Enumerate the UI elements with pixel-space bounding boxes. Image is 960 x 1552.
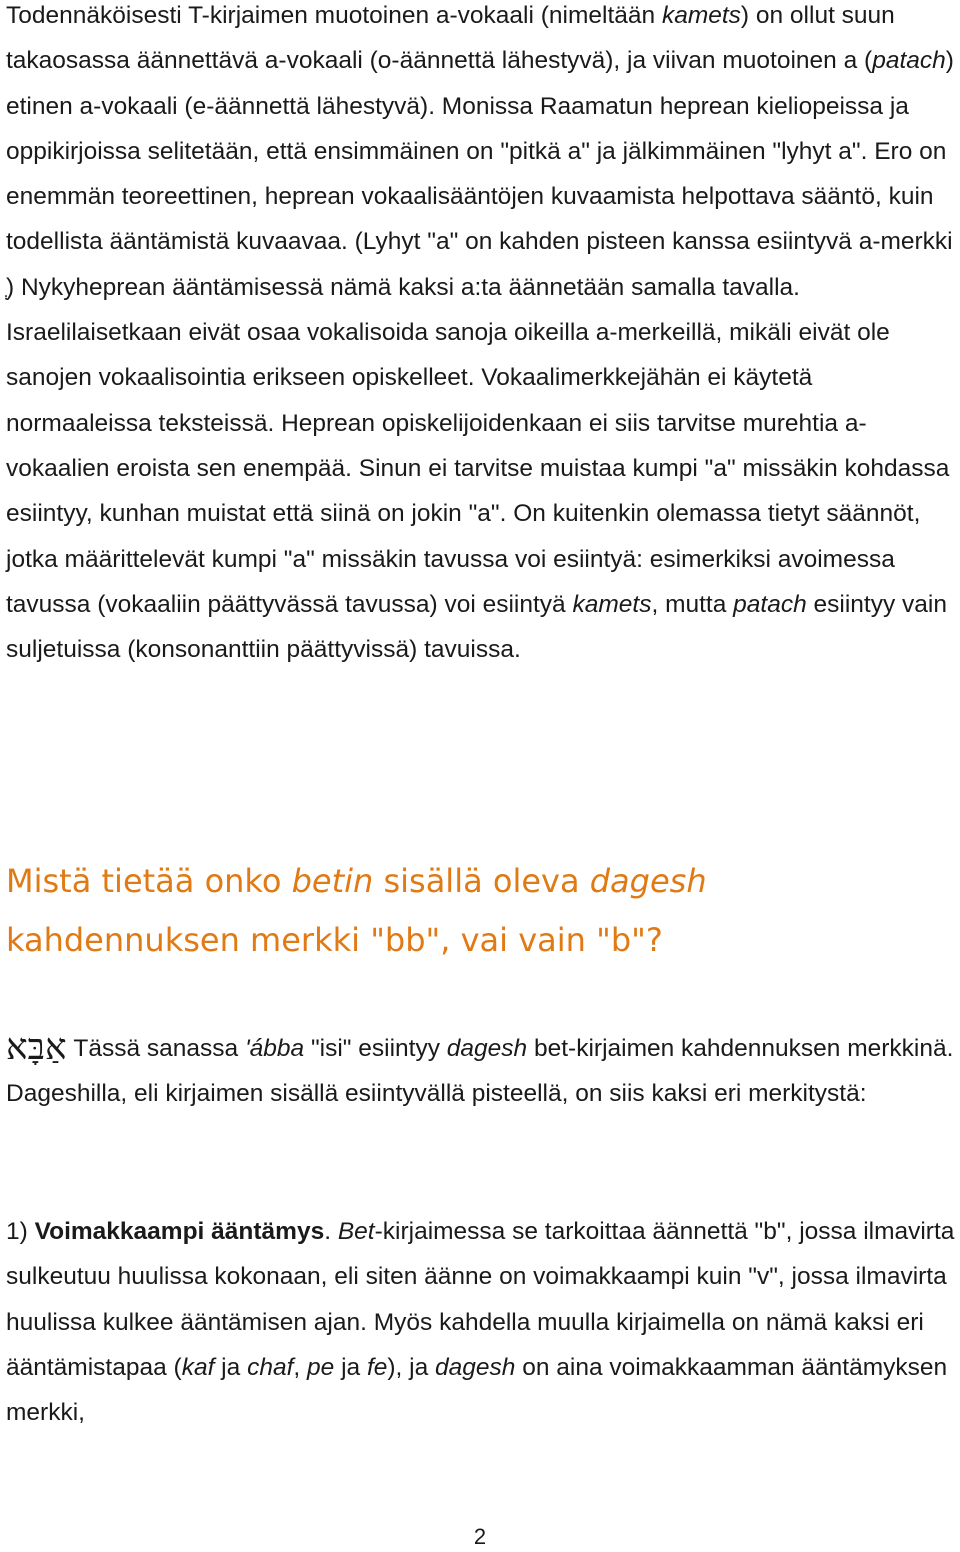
heading-term-dagesh: dagesh xyxy=(589,862,707,900)
term-bet: Bet xyxy=(337,1218,375,1245)
page-number: 2 xyxy=(473,1524,487,1549)
paragraph-abba: אַבָּא Tässä sanassa 'ábba "isi" esiintyy dagesh bet-kirjaimen kahdennuksen merkkinä. Dageshilla, eli kirjaimen sisällä esiintyvällä pisteellä, on siis kaksi eri merkitystä: xyxy=(6,1027,954,1108)
term-kaf: kaf xyxy=(181,1353,215,1381)
hebrew-word-abba: אַבָּא xyxy=(6,1027,67,1068)
bold-term: Voimakkaampi ääntämys xyxy=(34,1218,325,1245)
paragraph-list-item-1: 1) Voimakkaampi ääntämys. Bet-kirjaimessa se tarkoittaa äännettä "b", jossa ilmavirta sulkeutuu huulissa kokonaan, eli siten äänne on voimakkaampi kuin "v", jossa ilmavirta huulissa kulkee ääntämisen ajan. Myös kahdella muulla kirjaimella on nämä kaksi eri ääntämistapaa (kaf ja chaf, pe ja fe), ja dagesh on aina voimakkaamman ääntämyksen merkki, xyxy=(6,1218,955,1427)
term-kamets-2: kamets xyxy=(572,590,652,618)
paragraph-vowels: Todennäköisesti T-kirjaimen muotoinen a-vokaali (nimeltään kamets) on ollut suun takaosassa äännettävä a-vokaali (o-äännettä lähestyvä), ja viivan muotoinen a (patach) etinen a-vokaali (e-äännettä lähestyvä). Monissa Raamatun heprean kieliopeissa ja oppikirjoissa selitetään, että ensimmäinen on "pitkä a" ja jälkimmäinen "lyhyt a". Ero on enemmän teoreettinen, heprean vokaalisääntöjen kuvaamista helpottava sääntö, kuin todellista ääntämistä kuvaavaa. (Lyhyt "a" on kahden pisteen kanssa esiintyvä a-merkki ) Nykyheprean ääntämisessä nämä kaksi a:ta äännetään samalla tavalla. Israelilaisetkaan eivät osaa vokalisoida sanoja oikeilla a-merkeillä, mikäli eivät ole sanojen vokaalisointia erikseen opiskelleet. Vokaalimerkkejähän ei käytetä normaaleissa teksteissä. Heprean opiskelijoidenkaan ei siis tarvitse murehtia a-vokaalien eroista sen enempää. Sinun ei tarvitse muistaa kumpi "a" missäkin kohdassa esiintyy, kunhan muistat että siinä on jokin "a". On kuitenkin olemassa tietyt säännöt, jotka määrittelevät kumpi "a" missäkin tavussa voi esiintyä: esimerkiksi avoimessa tavussa (vokaaliin päättyvässä tavussa) voi esiintyä kamets, mutta patach esiintyy vain suljetuissa (konsonanttiin päättyvissä) tavuissa. xyxy=(6,2,954,664)
term-abba: 'ábba xyxy=(244,1035,305,1062)
term-chaf: chaf xyxy=(247,1353,294,1381)
term-pe: pe xyxy=(307,1353,335,1381)
term-fe: fe xyxy=(366,1353,388,1381)
heading-term-betin: betin xyxy=(291,862,374,900)
term-dagesh: dagesh xyxy=(446,1035,528,1062)
term-patach-2: patach xyxy=(733,590,807,618)
section-heading: Mistä tietää onko betin sisällä oleva dagesh kahdennuksen merkki "bb", vai vain "b"? xyxy=(6,862,707,959)
term-dagesh-2: dagesh xyxy=(435,1353,516,1381)
term-patach: patach xyxy=(872,47,946,75)
term-kamets: kamets xyxy=(661,2,741,29)
